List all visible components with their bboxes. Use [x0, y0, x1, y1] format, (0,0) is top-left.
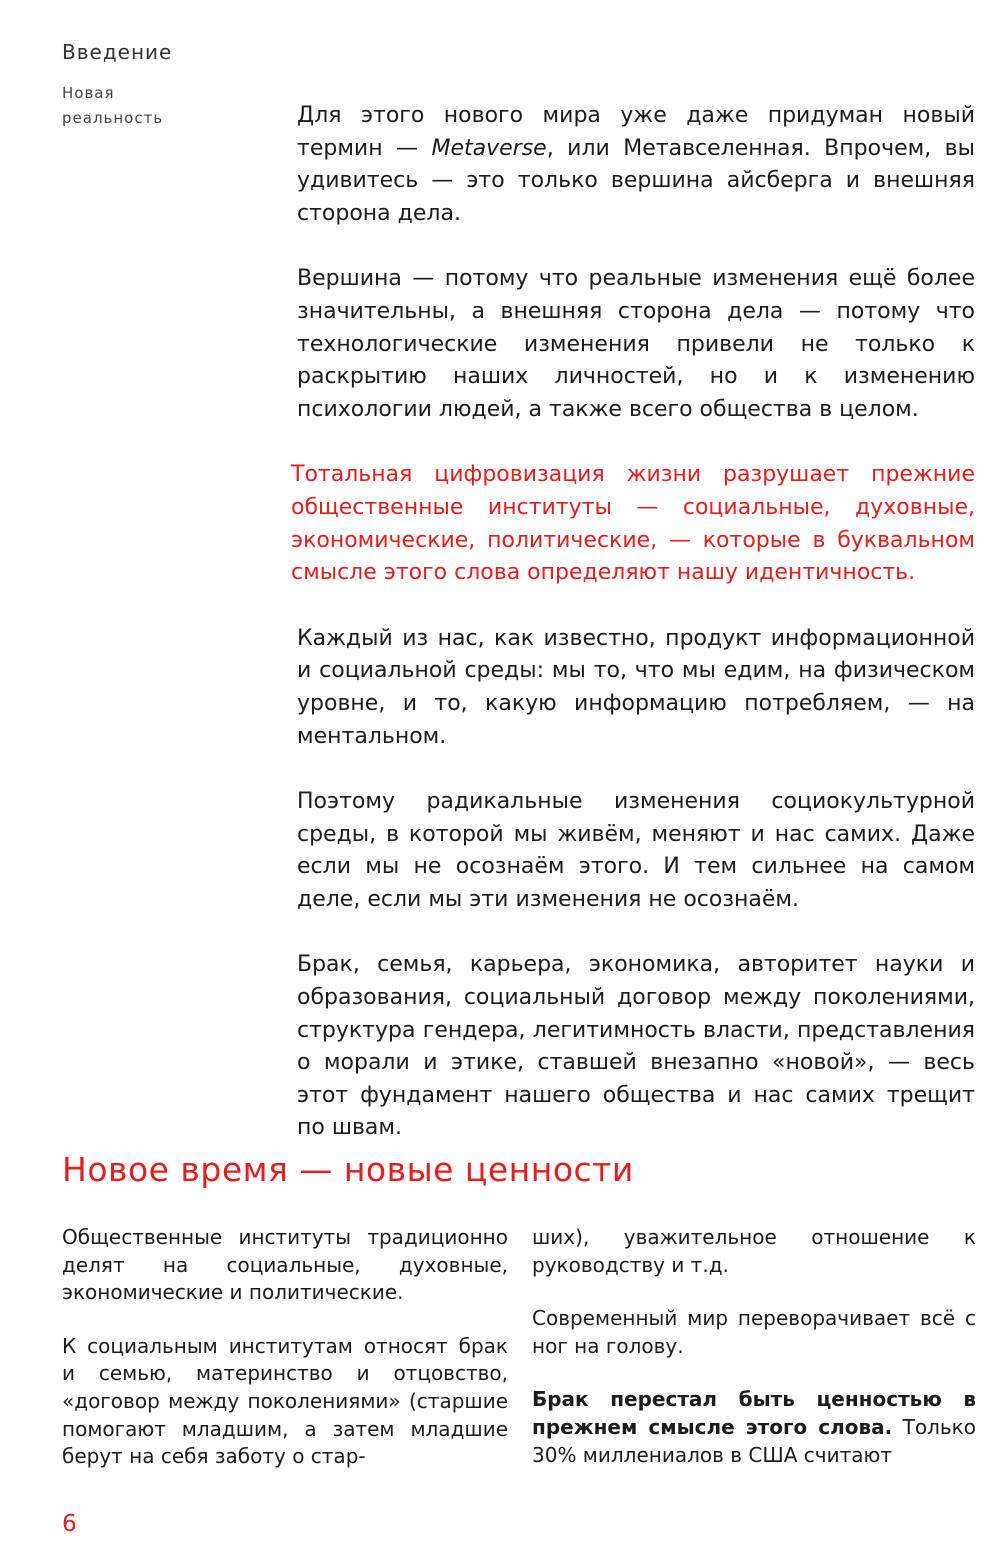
paragraph-metaverse-start: Для этого нового мира уже даже придуман новый термин — [297, 103, 975, 161]
paragraph-social-institutions: К социальным институтам относят брак и семью, материнство и отцовство, «договор между поколениями» (старшие помогают младшим, а затем младшие берут на себя заботу о стар- [62, 1333, 508, 1469]
paragraph-institutions: Общественные институты традиционно делят на социальные, духовные, экономические и политические. [62, 1225, 508, 1305]
paragraph-modern-world: Современный мир переворачивает всё с ног на голову. [532, 1306, 976, 1358]
highlighted-paragraph: Тотальная цифровизация жизни разрушает прежние общественные институты — социальные, духовные, экономические, политические, — которые в буквальном смысле этого слова определяют нашу идентичность. [291, 462, 975, 586]
paragraph-metaverse-end: , или Метавселенная. Впрочем, вы удивитесь — это только вершина айсберга и внешняя сторона дела. [297, 135, 975, 226]
paragraph-metaverse [297, 100, 975, 230]
paragraph-foundation: Брак, семья, карьера, экономика, авторитет науки и образования, социальный договор между поколениями, структура гендера, легитимность власти, представления о морали и этике, ставшей внезапно «новой», — весь этот фундамент нашего общества и нас самих трещит по швам. [297, 952, 975, 1141]
paragraph-marriage [532, 1386, 976, 1469]
section-heading: Новое время — новые ценности [62, 1150, 634, 1189]
paragraph-environment: Каждый из нас, как известно, продукт информационной и социальной среды: мы то, что мы едим, на физическом уровне, и то, какую информацию потребляем, — на ментальном. [297, 625, 975, 749]
paragraph-summit: Вершина — потому что реальные изменения ещё более значительны, а внешняя сторона дела — потому что технологические изменения привели не только к раскрытию наших личностей, но и к изменению психологии людей, а также всего общества в целом. [297, 266, 975, 422]
paragraph-changes: Поэтому радикальные изменения социокультурной среды, в которой мы живём, меняют и нас самих. Даже если мы не осознаём этого. И тем сильнее на самом деле, если мы эти изменения не осознаём. [297, 789, 975, 912]
metaverse-term: Metaverse [431, 135, 547, 161]
right-text-column [532, 1224, 976, 1495]
marriage-statistic: Только 30% миллениалов в США считают [532, 1414, 977, 1467]
main-text-column [291, 100, 975, 1178]
left-text-column [62, 1224, 508, 1497]
marriage-bold-statement: Брак перестал быть ценностью в прежнем смысле этого слова. [532, 1387, 976, 1439]
section-running-head: Новая реальность [62, 84, 164, 127]
chapter-title: Введение [62, 40, 173, 64]
paragraph-continuation: ших), уважительное отношение к руководству и т.д. [532, 1225, 976, 1277]
page-number: 6 [62, 1511, 77, 1537]
